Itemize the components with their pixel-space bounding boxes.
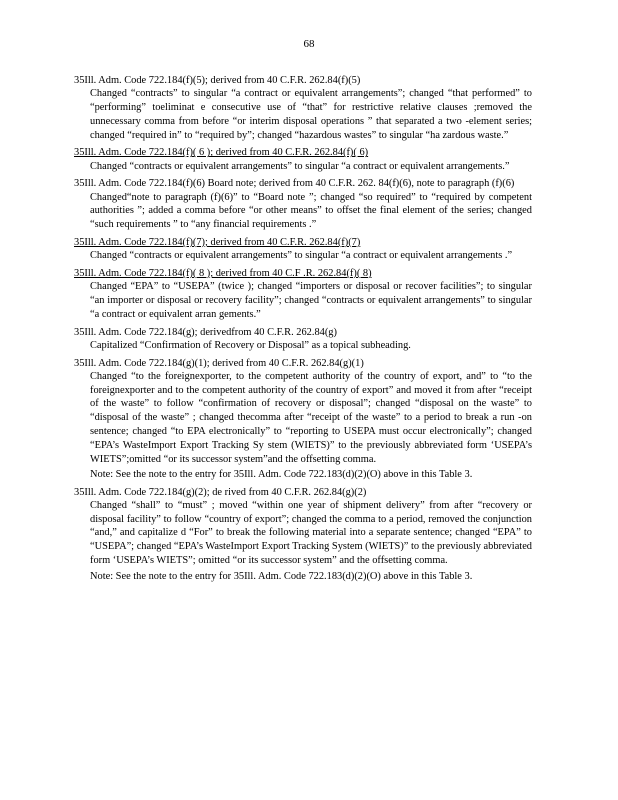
entry-citation: 35Ill. Adm. Code 722.184(g)(1); derived from 40 C.F.R. 262.84(g)(1) (74, 357, 364, 369)
table-entry (74, 486, 532, 583)
table-entry (74, 326, 532, 353)
entry-description: Capitalized “Confirmation of Recovery or Disposal” as a topical subheading. (90, 339, 411, 351)
entry-description: Changed “contracts or equivalent arrangements” to singular “a contract or equivalent arrangements .” (90, 250, 513, 262)
entry-description: Changed “EPA” to “USEPA” (twice ); changed “importers or disposal or recover facilities”; to singular “an importer or disposal or recovery facility”; changed “contracts or equivalent arrangements” to singular “a contract or equivalent arran gements.” (90, 281, 532, 320)
table-entry (74, 74, 532, 142)
table-entry (74, 146, 532, 173)
entry-note: Note: See the note to the entry for 35Ill. Adm. Code 722.183(d)(2)(O) above in this Table 3. (90, 469, 473, 481)
entry-description: Changed“note to paragraph (f)(6)” to “Board note ”; changed “so required” to “required by competent authorities ”; added a comma before “or other means” to offset the final element of the series; changed “such requirements ” to “any financial requirements .” (90, 191, 532, 231)
entry-citation: 35Ill. Adm. Code 722.184(f)(6) Board note; derived from 40 C.F.R. 262. 84(f)(6), note to paragraph (f)(6) (74, 178, 515, 190)
table-entry (74, 177, 532, 232)
table-entry (74, 267, 532, 322)
entry-citation: 35Ill. Adm. Code 722.184(g); derivedfrom 40 C.F.R. 262.84(g) (74, 326, 337, 338)
table-entry (74, 357, 532, 482)
table-entry (74, 236, 532, 263)
entries-list (74, 74, 532, 587)
entry-citation: 35Ill. Adm. Code 722.184(f)( 6 ); derived from 40 C.F.R. 262.84(f)( 6) (74, 147, 369, 159)
entry-description: Changed “shall” to “must” ; moved “within one year of shipment delivery” from after “recovery or disposal facility” to follow “country of export”; changed the comma to a period, removed the conjunction “and,” and capitalize d “For” to break the following material into a separate sentence; changed “EPA” to “USEPA”; changed “EPA’s WasteImport Export Tracking System (WIETS)” to the previously abbreviated form ‘USEPA’s WIETS”; omitted “or its successor system” and the offsetting comma. (90, 499, 532, 566)
entry-citation: 35Ill. Adm. Code 722.184(g)(2); de rived from 40 C.F.R. 262.84(g)(2) (74, 486, 367, 498)
entry-citation: 35Ill. Adm. Code 722.184(f)(5); derived from 40 C.F.R. 262.84(f)(5) (74, 75, 361, 86)
page-number: 68 (303, 38, 315, 50)
entry-citation: 35Ill. Adm. Code 722.184(f)(7); derived from 40 C.F.R. 262.84(f)(7) (74, 236, 361, 248)
entry-citation: 35Ill. Adm. Code 722.184(f)( 8 ); derived from 40 C.F .R. 262.84(f)( 8) (74, 267, 372, 279)
entry-description: Changed “contracts” to singular “a contract or equivalent arrangements”; changed “that performed” to “performing” toeliminat e consecutive use of “that” for restrictive relative clauses ;removed the unnecessary comma from before “or interim disposal operations ” that separated a two -element series; changed “required in” to “required by”; changed “hazardous wastes” to singular “ha zardous waste.” (90, 88, 532, 141)
entry-description: Changed “to the foreignexporter, to the competent authority of the country of export, and” to “to the foreignexporter and to the competent authority of the country of export” and moved it from after “receipt of the waste” to follow “confirmation of recovery or disposal”; changed “disposal on the waste” to “disposal of the waste” ; changed thecomma after “receipt of the waste” to a period to break a run -on sentence; changed “to EPA electronically” to “reporting to USEPA must occur electronically”; changed “EPA’s WasteImport Export Tracking Sy stem (WIETS)” to the previously abbreviated form ‘USEPA’s WIETS”;omitted “or its successor system”and the offsetting comma. (90, 370, 532, 465)
entry-description: Changed “contracts or equivalent arrangements” to singular “a contract or equivalent arrangements.” (90, 160, 510, 172)
entry-note: Note: See the note to the entry for 35Ill. Adm. Code 722.183(d)(2)(O) above in this Table 3. (90, 570, 473, 582)
